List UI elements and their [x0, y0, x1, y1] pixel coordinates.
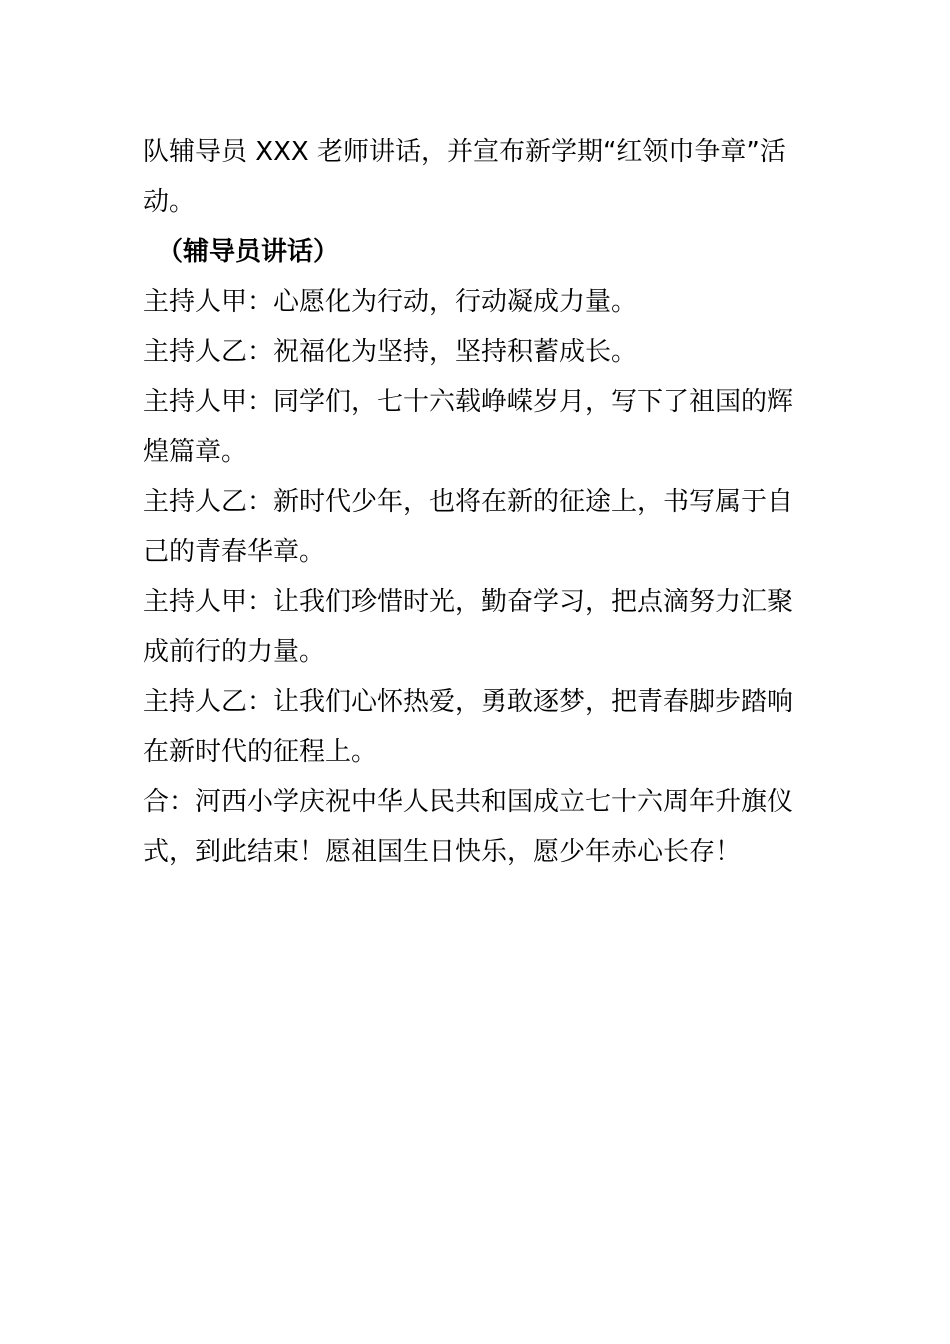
- paragraph-host-b-2: 主持人乙：新时代少年，也将在新的征途上，书写属于自己的青春华章。: [143, 487, 794, 567]
- paragraph-host-a-3: 主持人甲：让我们珍惜时光，勤奋学习，把点滴努力汇聚成前行的力量。: [143, 587, 794, 667]
- paragraph-host-a-2: 主持人甲：同学们，七十六载峥嵘岁月，写下了祖国的辉煌篇章。: [143, 387, 794, 467]
- paragraph-host-b-1: 主持人乙：祝福化为坚持，坚持积蓄成长。: [143, 337, 638, 367]
- paragraph-host-b-3: 主持人乙：让我们心怀热爱，勇敢逐梦，把青春脚步踏响在新时代的征程上。: [143, 687, 794, 767]
- paragraph-counselor-speech-heading: （辅导员讲话）: [157, 237, 340, 267]
- paragraph-counselor-speech-announcement: 队辅导员 XXX 老师讲话，并宣布新学期“红领巾争章”活动。: [143, 137, 786, 217]
- paragraph-host-a-1: 主持人甲：心愿化为行动，行动凝成力量。: [143, 287, 638, 317]
- document-body: [143, 127, 811, 877]
- paragraph-closing-together: 合：河西小学庆祝中华人民共和国成立七十六周年升旗仪式，到此结束！愿祖国生日快乐，愿少年赤心长存！: [143, 787, 794, 867]
